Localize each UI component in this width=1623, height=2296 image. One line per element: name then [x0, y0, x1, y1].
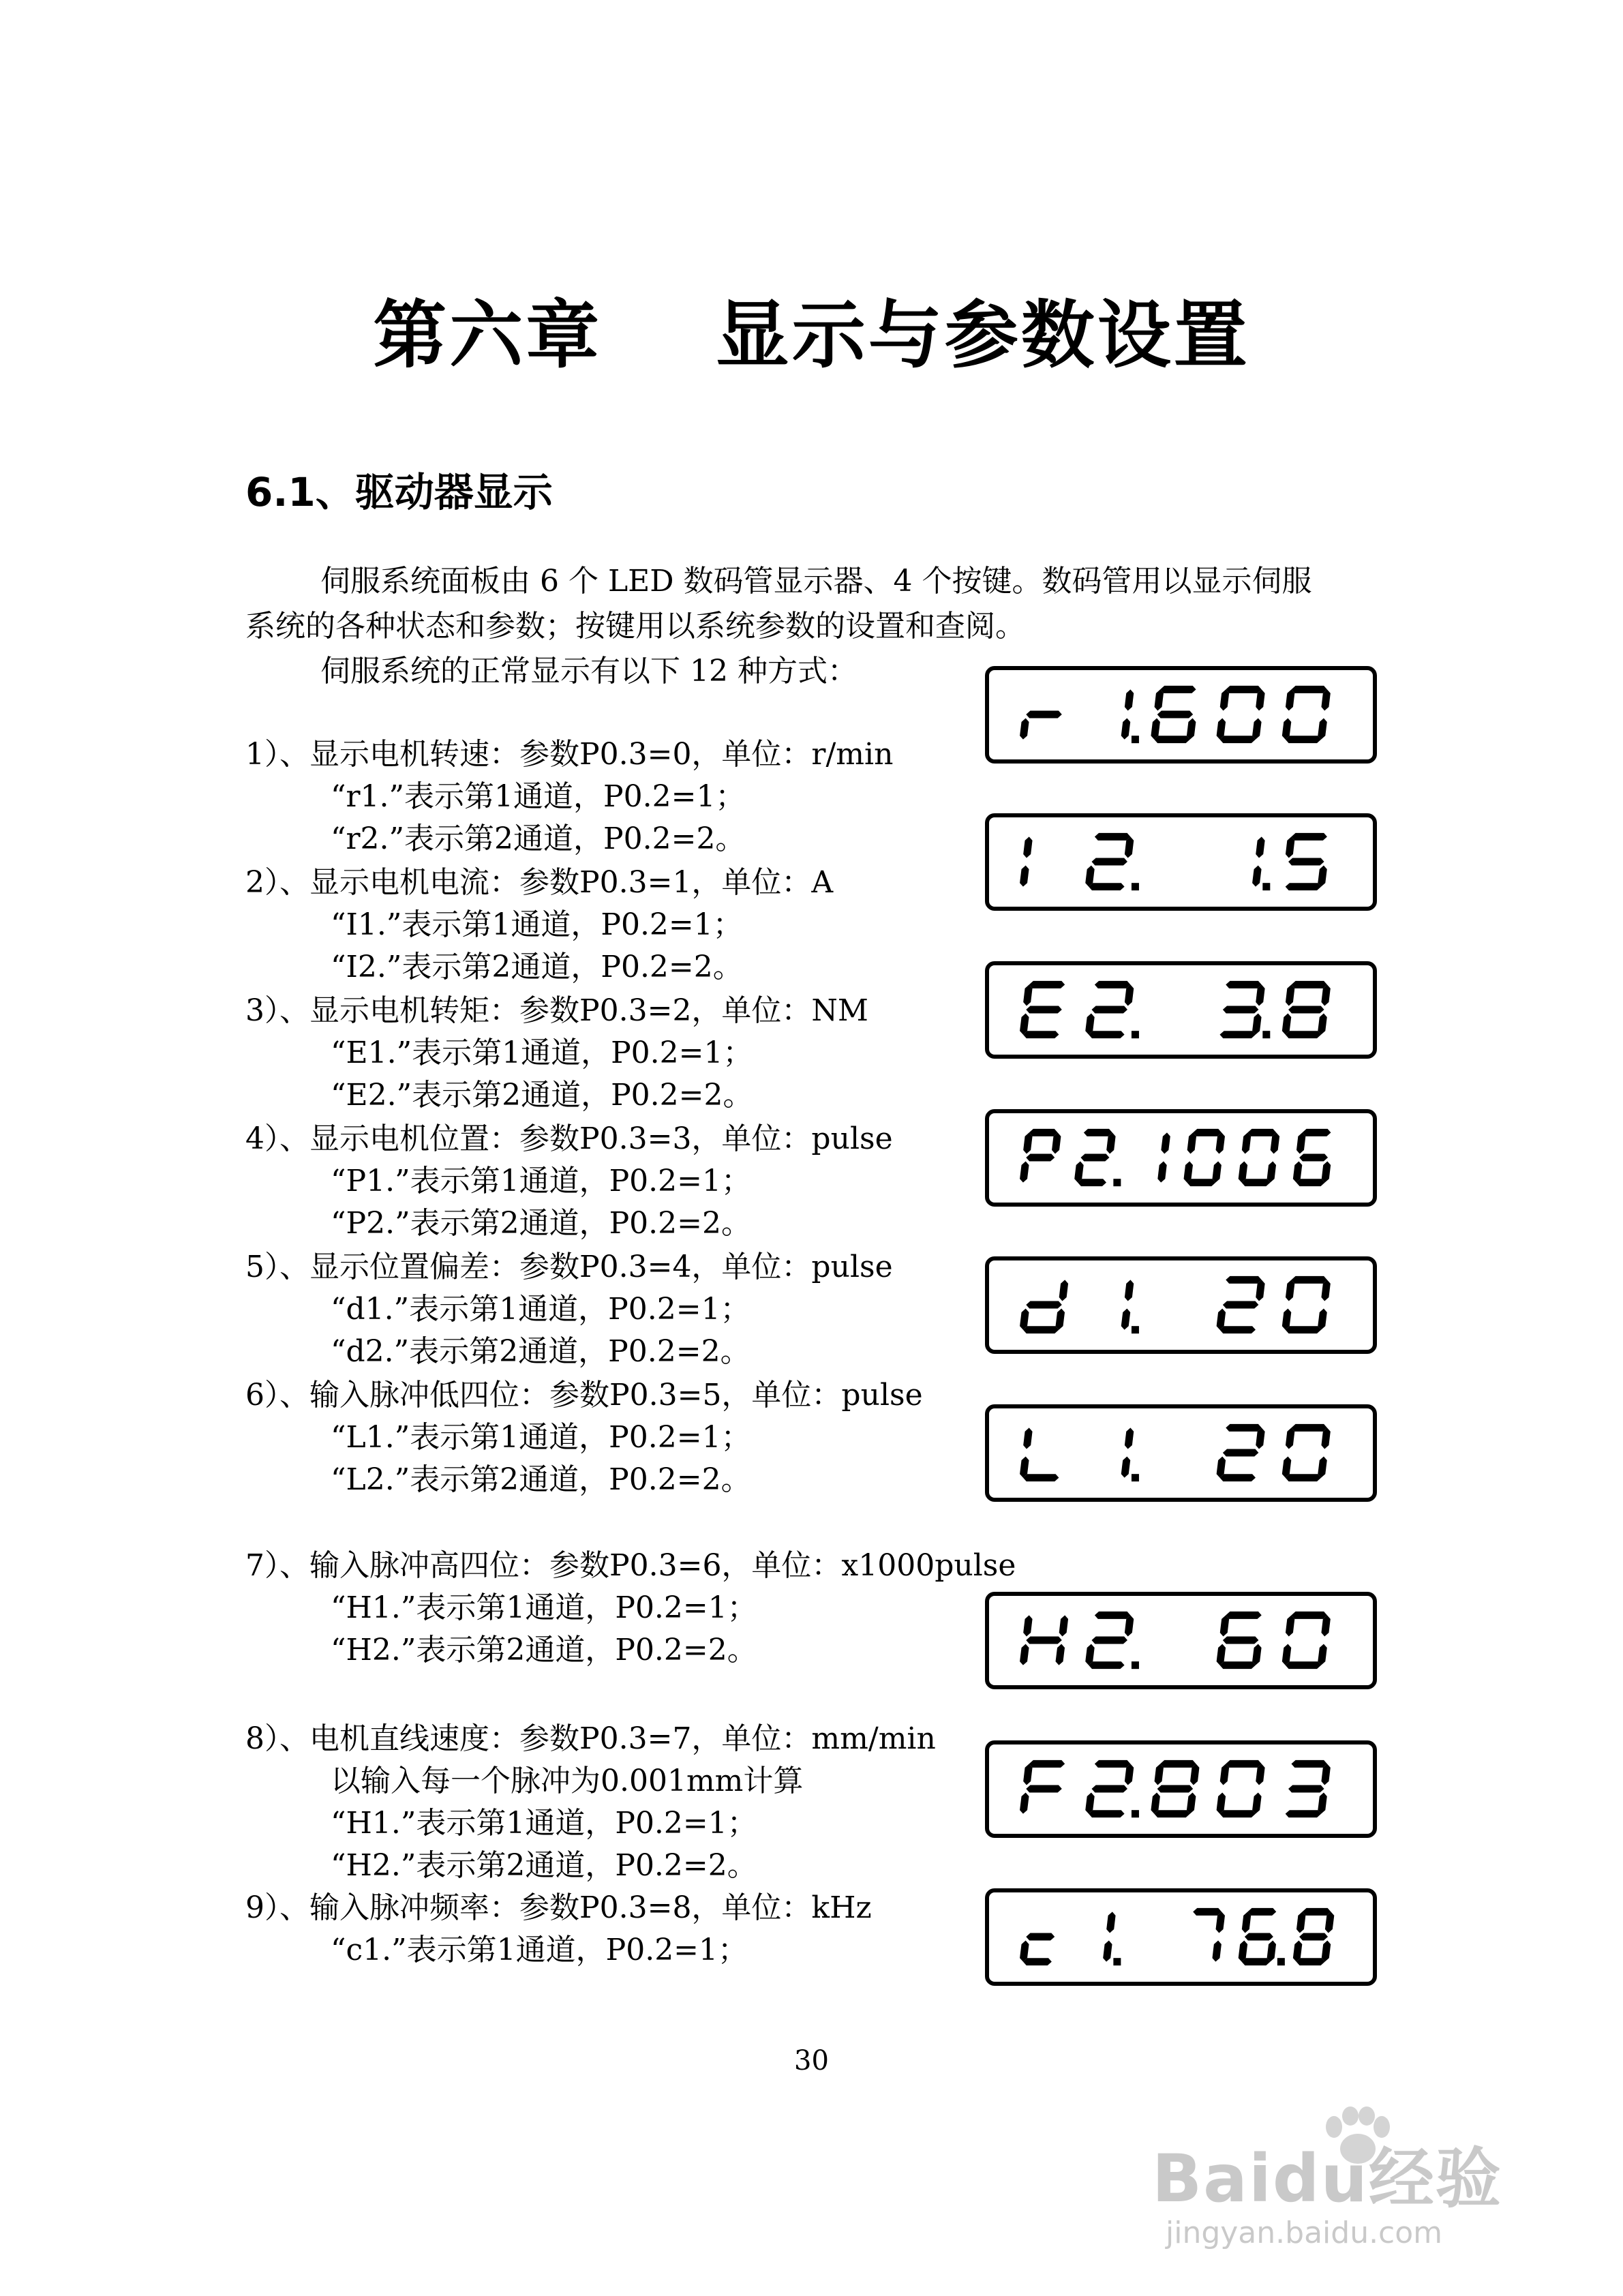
led-segment [1023, 1474, 1059, 1481]
led-segment [1219, 1474, 1255, 1481]
led-segment [1157, 1785, 1193, 1793]
item-4-line-1: “P1.”表示第1通道，P0.2=1； [331, 1164, 752, 1198]
led-display-pulse-frequency [985, 1888, 1377, 1986]
led-segment [1322, 1162, 1331, 1183]
led-segment [1212, 1162, 1221, 1183]
led-display-torque [985, 961, 1377, 1059]
led-digit [1282, 686, 1331, 743]
led-segment [1187, 1793, 1196, 1814]
led-segment [1125, 1280, 1134, 1301]
led-segment [1078, 1179, 1106, 1186]
led-segment [1059, 1280, 1068, 1301]
led-digit [1020, 711, 1062, 740]
led-segment [1252, 719, 1261, 740]
intro-line-3: 伺服系统的正常显示有以下 12 种方式： [320, 654, 858, 689]
led-segment [1247, 1908, 1276, 1916]
watermark-url: jingyan.baidu.com [1166, 2216, 1443, 2250]
led-segment [1245, 1933, 1273, 1941]
led-segment [1223, 1449, 1258, 1457]
item-7-line-1: “H1.”表示第1通道，P0.2=1； [331, 1590, 757, 1625]
led-segment [1026, 1006, 1061, 1014]
led-segment [1318, 1309, 1326, 1330]
led-decimal-point [1132, 1031, 1139, 1038]
led-segment [1318, 1793, 1326, 1814]
led-digit [1219, 981, 1270, 1038]
led-digit [1193, 1908, 1225, 1962]
led-digit [1121, 1428, 1139, 1481]
item-4-title: 4）、显示电机位置：参数P0.3=3，单位：pulse [245, 1121, 893, 1156]
led-decimal-point [1132, 1661, 1139, 1669]
led-segment [1020, 1162, 1029, 1183]
led-decimal-point [1113, 1179, 1121, 1186]
led-segment [1092, 1006, 1127, 1014]
led-segment [1219, 736, 1255, 743]
led-segment [1103, 1941, 1112, 1962]
led-segment [1193, 1129, 1222, 1136]
led-segment [1267, 1941, 1276, 1962]
led-segment [1092, 858, 1127, 866]
led-segment [1242, 1958, 1271, 1965]
led-digits [989, 1596, 1373, 1685]
led-segment [1026, 1301, 1061, 1309]
led-segment [1291, 1760, 1326, 1768]
led-segment [1318, 719, 1326, 740]
led-segment [1089, 1810, 1124, 1817]
led-segment [1288, 1785, 1324, 1793]
led-segment [1193, 1908, 1222, 1916]
led-segment [1056, 1309, 1065, 1330]
led-digit [1184, 1129, 1225, 1186]
led-segment [1154, 1810, 1189, 1817]
led-segment [1023, 1326, 1059, 1333]
item-9-title: 9）、输入脉冲频率：参数P0.3=8，单位：kHz [245, 1890, 872, 1925]
led-decimal-point [1277, 1958, 1285, 1965]
led-segment [1252, 866, 1261, 887]
led-digits [989, 817, 1373, 907]
intro-line-2: 系统的各种状态和参数；按键用以系统参数的设置和查阅。 [245, 609, 1025, 644]
led-segment [1288, 1006, 1324, 1014]
led-digit [1217, 1760, 1265, 1817]
baidu-jingyan-watermark [1152, 2127, 1534, 2263]
led-segment [1023, 836, 1032, 858]
led-segment [1219, 1810, 1255, 1817]
led-digit [1085, 1760, 1139, 1817]
led-segment [1286, 689, 1294, 710]
led-segment [1223, 1006, 1258, 1014]
led-digit [1293, 1908, 1334, 1965]
led-segment [1242, 1132, 1251, 1153]
led-decimal-point [1132, 736, 1139, 743]
led-segment [1302, 1908, 1331, 1916]
led-segment [1242, 1912, 1251, 1933]
led-segment [1223, 1637, 1258, 1644]
led-segment [1187, 1132, 1196, 1153]
led-display-position [985, 1109, 1377, 1207]
led-segment [1155, 1764, 1164, 1785]
led-segment [1020, 1644, 1029, 1665]
led-decimal-point [1132, 1810, 1139, 1817]
led-digit [1020, 1933, 1055, 1966]
led-segment [1291, 1276, 1326, 1284]
led-digit [1103, 1912, 1121, 1965]
led-segment [1187, 719, 1196, 740]
item-1-line-1: “r1.”表示第1通道，P0.2=1； [331, 779, 746, 814]
led-digit [1217, 1276, 1265, 1333]
item-2-line-2: “I2.”表示第2通道，P0.2=2。 [331, 950, 743, 984]
led-segment [1252, 1793, 1261, 1814]
item-5-title: 5）、显示位置偏差：参数P0.3=4，单位：pulse [245, 1250, 893, 1284]
led-segment [1267, 1162, 1276, 1183]
item-8-line-2: “H1.”表示第1通道，P0.2=1； [331, 1806, 757, 1841]
led-segment [1302, 1129, 1331, 1136]
led-digit [1217, 1424, 1265, 1481]
led-segment [1296, 1179, 1325, 1186]
led-digit [1157, 1132, 1170, 1182]
led-segment [1256, 836, 1264, 858]
section-heading: 6.1、驱动器显示 [245, 469, 553, 515]
led-digit [1085, 981, 1139, 1038]
item-8-line-3: “H2.”表示第2通道，P0.2=2。 [331, 1848, 757, 1883]
led-segment [1286, 1810, 1321, 1817]
led-decimal-point [1113, 1958, 1121, 1965]
led-segment [1299, 1154, 1328, 1162]
item-7-title: 7）、输入脉冲高四位：参数P0.3=6，单位：x1000pulse [245, 1548, 1016, 1583]
led-segment [1286, 1615, 1294, 1636]
led-segment [1318, 1644, 1326, 1665]
led-digit [1020, 1615, 1068, 1665]
led-digit [1020, 1428, 1059, 1481]
led-segment [1157, 1162, 1166, 1183]
led-segment [1160, 686, 1196, 693]
led-segment [1023, 1615, 1032, 1636]
led-decimal-point [1262, 883, 1270, 890]
led-segment [1322, 1941, 1331, 1962]
item-8-title: 8）、电机直线速度：参数P0.3=7，单位：mm/min [245, 1721, 936, 1756]
led-digit [1020, 836, 1033, 886]
led-segment [1296, 1132, 1305, 1153]
led-segment [1125, 689, 1134, 710]
led-segment [1219, 1661, 1255, 1669]
led-segment [1029, 1129, 1058, 1136]
led-segment [1226, 1276, 1261, 1284]
item-3-line-1: “E1.”表示第1通道，P0.2=1； [331, 1036, 753, 1070]
led-segment [1095, 1612, 1130, 1619]
led-display-position-error [985, 1256, 1377, 1354]
led-digit [1282, 1424, 1331, 1481]
led-segment [1029, 1760, 1065, 1768]
led-digit [1151, 1760, 1199, 1817]
led-segment [1226, 686, 1261, 693]
led-segment [1226, 981, 1261, 988]
led-segment [1219, 1031, 1255, 1038]
led-digits [989, 1408, 1373, 1498]
led-digit [1020, 981, 1065, 1038]
led-segment [1026, 1154, 1055, 1162]
item-6-line-2: “L2.”表示第2通道，P0.2=2。 [331, 1462, 751, 1497]
led-digit [1286, 833, 1327, 890]
item-1-line-2: “r2.”表示第2通道，P0.2=2。 [331, 821, 746, 856]
led-digit [1085, 1612, 1139, 1669]
led-segment [1020, 1793, 1029, 1814]
led-segment [1023, 1958, 1052, 1965]
led-segment [1020, 866, 1029, 887]
led-segment [1089, 1031, 1124, 1038]
led-display-current [985, 813, 1377, 911]
item-2-title: 2）、显示电机电流：参数P0.3=1，单位：A [245, 865, 834, 900]
led-segment [1089, 1661, 1124, 1669]
led-segment [1092, 1785, 1127, 1793]
led-segment [1286, 1326, 1321, 1333]
item-1-title: 1）、显示电机转速：参数P0.3=0，单位：r/min [245, 737, 894, 772]
led-segment [1121, 1309, 1130, 1330]
led-digit [1020, 1129, 1061, 1183]
led-segment [1296, 1912, 1305, 1933]
led-decimal-point [1262, 1031, 1270, 1038]
led-segment [1157, 711, 1193, 719]
item-5-line-1: “d1.”表示第1通道，P0.2=1； [331, 1292, 750, 1327]
led-segment [1220, 1764, 1229, 1785]
led-segment [1056, 1644, 1065, 1665]
led-segment [1121, 1457, 1130, 1478]
led-segment [1252, 1014, 1261, 1035]
led-digit [1286, 1760, 1331, 1817]
led-segment [1286, 1031, 1321, 1038]
led-segment [1121, 719, 1130, 740]
led-digits [989, 670, 1373, 759]
led-decimal-point [1132, 1326, 1139, 1333]
led-segment [1318, 1457, 1326, 1478]
led-digit [1239, 1908, 1285, 1965]
led-digits [989, 965, 1373, 1055]
led-segment [1160, 1760, 1196, 1768]
led-segment [1286, 1428, 1294, 1449]
led-segment [1242, 1179, 1271, 1186]
led-segment [1252, 1644, 1261, 1665]
led-segment [1291, 1424, 1326, 1432]
led-digit [1252, 836, 1270, 890]
led-segment [1286, 836, 1294, 858]
led-segment [1084, 1129, 1112, 1136]
led-segment [1296, 1958, 1325, 1965]
led-segment [1286, 883, 1321, 890]
led-segment [1223, 1301, 1258, 1309]
led-segment [1226, 1760, 1261, 1768]
led-segment [1291, 686, 1326, 693]
led-digit [1074, 1129, 1121, 1186]
led-digit [1239, 1129, 1279, 1186]
led-display-pulse-low [985, 1404, 1377, 1502]
led-segment [1095, 833, 1130, 841]
led-digit [1020, 1280, 1068, 1333]
led-segment [1286, 1280, 1294, 1301]
led-digit [1282, 1276, 1331, 1333]
led-digit [1217, 1612, 1262, 1669]
led-segment [1089, 883, 1124, 890]
item-8-line-1: 以输入每一个脉冲为0.001mm计算 [331, 1764, 804, 1798]
led-segment [1288, 858, 1324, 866]
item-9-line-1: “c1.”表示第1通道，P0.2=1； [331, 1933, 748, 1967]
led-segment [1095, 981, 1130, 988]
led-segment [1154, 736, 1189, 743]
led-digits [989, 1892, 1373, 1982]
led-segment [1026, 1637, 1061, 1644]
led-digit [1151, 686, 1196, 743]
item-7-line-2: “H2.”表示第2通道，P0.2=2。 [331, 1633, 757, 1667]
chapter-title: 第六章 显示与参数设置 [373, 293, 1250, 378]
item-4-line-2: “P2.”表示第2通道，P0.2=2。 [331, 1206, 752, 1241]
led-segment [1226, 1612, 1261, 1619]
led-display-pulse-high [985, 1592, 1377, 1689]
led-segment [1023, 1428, 1032, 1449]
led-segment [1291, 833, 1326, 841]
led-segment [1226, 1424, 1261, 1432]
led-segment [1247, 1129, 1276, 1136]
led-digit [1121, 689, 1139, 743]
led-segment [1291, 981, 1326, 988]
led-display-linear-speed [985, 1740, 1377, 1838]
led-segment [1286, 736, 1321, 743]
item-6-title: 6）、输入脉冲低四位：参数P0.3=5，单位：pulse [245, 1378, 923, 1413]
led-segment [1286, 1661, 1321, 1669]
led-segment [1059, 1615, 1068, 1636]
led-segment [1318, 1014, 1326, 1035]
item-3-title: 3）、显示电机转矩：参数P0.3=2，单位：NM [245, 993, 868, 1028]
led-segment [1023, 1764, 1032, 1785]
item-2-line-1: “I1.”表示第1通道，P0.2=1； [331, 907, 743, 942]
led-segment [1286, 984, 1294, 1006]
led-segment [1080, 1154, 1109, 1162]
led-segment [1212, 1941, 1221, 1962]
led-segment [1023, 984, 1032, 1006]
led-segment [1187, 1179, 1215, 1186]
led-decimal-point [1132, 883, 1139, 890]
led-digits [989, 1744, 1373, 1834]
led-segment [1092, 1637, 1127, 1644]
led-segment [1299, 1933, 1328, 1941]
item-5-line-2: “d2.”表示第2通道，P0.2=2。 [331, 1334, 750, 1369]
led-digit [1293, 1129, 1331, 1186]
led-segment [1219, 1326, 1255, 1333]
led-digit [1217, 686, 1265, 743]
led-digit [1085, 833, 1139, 890]
watermark-logo: Baidu经验 [1152, 2141, 1502, 2217]
led-digits [989, 1260, 1373, 1350]
led-digit [1282, 981, 1331, 1038]
intro-line-1: 伺服系统面板由 6 个 LED 数码管显示器、4 个按键。数码管用以显示伺服 [320, 564, 1312, 599]
led-segment [1095, 1760, 1130, 1768]
led-decimal-point [1132, 1474, 1139, 1481]
led-segment [1029, 981, 1065, 988]
led-segment [1026, 1933, 1055, 1941]
led-segment [1106, 1912, 1115, 1933]
led-segment [1125, 1428, 1134, 1449]
led-segment [1220, 689, 1229, 710]
item-6-line-1: “L1.”表示第1通道，P0.2=1； [331, 1420, 751, 1455]
item-3-line-2: “E2.”表示第2通道，P0.2=2。 [331, 1078, 753, 1113]
led-digits [989, 1113, 1373, 1203]
led-segment [1155, 689, 1164, 710]
led-segment [1020, 719, 1029, 740]
led-segment [1220, 1615, 1229, 1636]
led-digit [1020, 1760, 1065, 1814]
led-display-speed [985, 666, 1377, 764]
led-segment [1026, 1785, 1061, 1793]
led-segment [1023, 1132, 1032, 1153]
led-segment [1291, 1612, 1326, 1619]
led-segment [1286, 1474, 1321, 1481]
led-segment [1161, 1132, 1170, 1153]
page-number: 30 [794, 2045, 829, 2076]
led-digit [1282, 1612, 1331, 1669]
led-segment [1318, 866, 1326, 887]
led-digit [1121, 1280, 1139, 1333]
led-segment [1026, 711, 1061, 719]
led-segment [1023, 1031, 1059, 1038]
